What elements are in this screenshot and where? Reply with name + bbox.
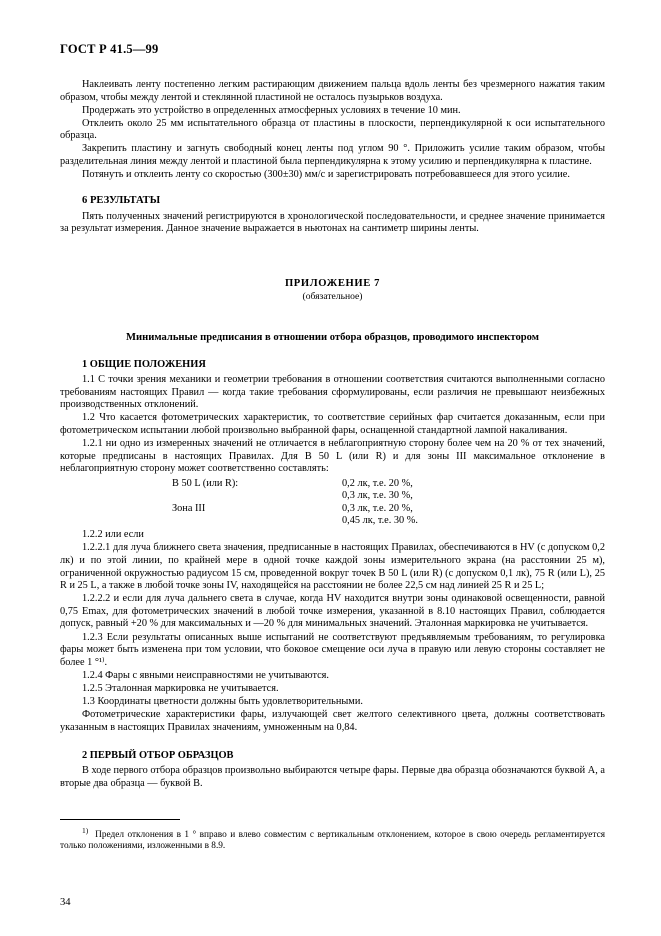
table-row — [60, 490, 592, 502]
annex-heading: Минимальные предписания в отношении отбора образцов, проводимого инспектором — [126, 331, 539, 343]
section-1-heading: 1 ОБЩИЕ ПОЛОЖЕНИЯ — [82, 358, 206, 370]
table-row — [60, 478, 592, 490]
section-6-text: Пять полученных значений регистрируются в хронологической последовательности, и среднее значение принимается за результат измерения. Данное значение выражается в ньютонах на сантиметр ширины ленты. — [60, 210, 605, 235]
paragraph-intro-5: Потянуть и отклеить ленту со скоростью (300±30) мм/с и зарегистрировать потребовавшееся для этого усилие. — [82, 169, 570, 181]
section-1-paragraph-5: 1.2.2.1 для луча ближнего света значения, предписанные в настоящих Правилах, обеспечиваются в HV (с допуском 0,2 лк) и по этой линии, по крайней мере в одной точке каждой зоны измерительного экрана (на расстоянии 25 м), ограниченной окружностью радиусом 15 см, проведенной вокруг точек В 50 L (или R) (с допуском 0,1 лк), 75 R (или L), 25 R и 25 L, а также в любой точке зоны IV, находящейся на расстоянии не более 22,5 см над линией 25 R и 25 L; — [60, 542, 605, 592]
section-1-paragraph-7: 1.2.3 Если результаты описанных выше испытаний не соответствуют предъявляемым требованиям, то регулировка фары может быть изменена при том условии, что боковое смещение оси луча в правую или левую стороны составляет не более 1 °¹⁾. — [60, 631, 605, 668]
section-1-paragraph-1: 1.1 С точки зрения механики и геометрии требования в отношении соответствия считаются выполненными согласно требованиям настоящих Правил — когда такие требования сформулированы, если различия не превышают неизбежных производственных отклонений. — [60, 373, 605, 411]
footnote-marker: 1) — [82, 825, 89, 835]
table-cell-value: 0,45 лк, т.е. 30 %. — [342, 514, 418, 526]
footnote-divider — [60, 819, 180, 820]
table-cell-zone-blank — [60, 490, 322, 502]
section-2-text: В ходе первого отбора образцов произвольно выбираются четыре фары. Первые два образца обозначаются буквой А, а вторые два образца — буквой В. — [60, 765, 605, 789]
section-1-paragraph-9: 1.2.5 Эталонная маркировка не учитывается. — [82, 682, 279, 694]
section-6-heading: 6 РЕЗУЛЬТАТЫ — [82, 194, 161, 206]
annex-subtitle: (обязательное) — [302, 290, 363, 302]
paragraph-intro-4: Закрепить пластину и загнуть свободный конец ленты под углом 90 °. Приложить усилие таким образом, чтобы разделительная линия между лентой и пластиной была перпендикулярна к этому усилию и перпендикулярна к пластине. — [60, 143, 605, 168]
section-1-paragraph-6: 1.2.2.2 и если для луча дальнего света в случае, когда HV находится внутри зоны одинаковой освещенности, равной 0,75 Еmax, для фотометрических значений в любой точке измерения, указанной в 8.10 настоящих Правил, соблюдается допуск, равный +20 % для максимальных и —20 % для минимальных значений. Эталонная маркировка не учитывается. — [60, 593, 605, 630]
paragraph-intro-3: Отклеить около 25 мм испытательного образца от пластины в плоскости, перпендикулярной к оси испытательного образца. — [60, 117, 605, 142]
section-2-heading: 2 ПЕРВЫЙ ОТБОР ОБРАЗЦОВ — [82, 750, 234, 762]
page-number: 34 — [60, 897, 71, 908]
table-row — [60, 515, 592, 527]
table-row — [60, 503, 592, 515]
table-cell-value: 0,2 лк, т.е. 20 %, — [342, 477, 413, 489]
paragraph-intro-2: Продержать это устройство в определенных атмосферных условиях в течение 10 мин. — [82, 104, 461, 116]
section-1-paragraph-4: 1.2.2 или если — [82, 529, 144, 541]
footnote-text — [60, 825, 605, 853]
section-1-paragraph-3: 1.2.1 ни одно из измеренных значений не отличается в неблагоприятную сторону более чем на 20 % от тех значений, которые предписаны в настоящих Правилах. Для В 50 L (или R) и для зоны III максимальное отклонение в неблагоприятную сторону может соответственно составлять: — [60, 437, 605, 475]
table-cell-value: 0,3 лк, т.е. 20 %, — [342, 502, 413, 514]
section-1-paragraph-11: Фотометрические характеристики фары, излучающей свет желтого селективного цвета, должны соответствовать указанным в настоящих Правилах значениям, умноженным на 0,84. — [60, 709, 605, 733]
spacer — [60, 236, 605, 278]
table-cell-value: 0,3 лк, т.е. 30 %, — [342, 490, 413, 502]
table-cell-zone: В 50 L (или R): — [172, 477, 239, 489]
section-1-paragraph-10: 1.3 Координаты цветности должны быть удовлетворительными. — [82, 696, 363, 708]
section-1-paragraph-8: 1.2.4 Фары с явными неисправностями не учитываются. — [82, 669, 329, 681]
table-cell-zone: Зона III — [172, 502, 206, 514]
deviation-table — [60, 478, 592, 528]
footnote-body: Предел отклонения в 1 ° вправо и влево совместим с вертикальным отклонением, которое в свою очередь регламентируется только положениями, изложенными в 8.9. — [60, 829, 606, 852]
annex-title: ПРИЛОЖЕНИЕ 7 — [284, 277, 381, 289]
standard-id-header: ГОСТ Р 41.5—99 — [60, 42, 159, 56]
table-cell-zone-blank — [60, 515, 322, 527]
section-1-paragraph-2: 1.2 Что касается фотометрических характеристик, то соответствие серийных фар считается доказанным, если при фотометрическом испытании любой произвольно выбранной фары, оснащенной стандартной лампой накаливания. — [60, 412, 605, 436]
paragraph-intro-1: Наклеивать ленту постепенно легким растирающим движением пальца вдоль ленты без чрезмерного нажатия таким образом, чтобы между лентой и стеклянной пластиной не осталось пузырьков воздуха. — [60, 79, 605, 103]
